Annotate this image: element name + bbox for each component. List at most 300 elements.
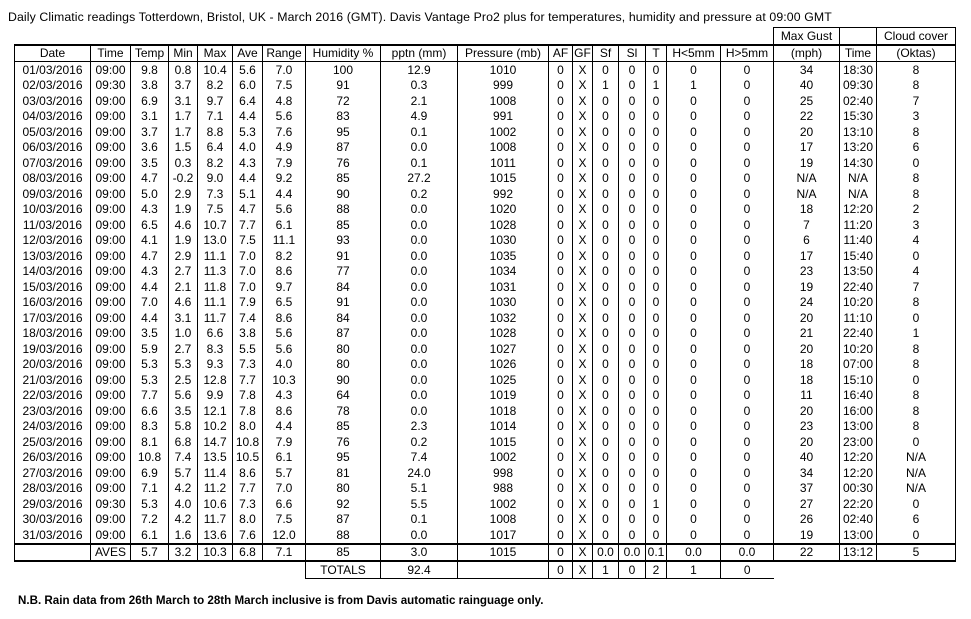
table-cell: 15:30 (840, 109, 877, 125)
table-cell: 8 (877, 186, 956, 202)
table-cell: 0 (549, 527, 573, 544)
table-cell: 0 (619, 496, 646, 512)
table-cell: N/A (877, 465, 956, 481)
table-cell: 1015 (458, 171, 549, 187)
totals-blank (458, 561, 549, 578)
table-cell: 09:30 (91, 496, 131, 512)
totals-gf: X (573, 561, 593, 578)
table-cell: 18 (774, 202, 840, 218)
table-cell: 95 (306, 124, 381, 140)
table-cell: 5.3 (131, 496, 169, 512)
table-cell: 0 (646, 140, 667, 156)
table-cell: 0 (646, 388, 667, 404)
table-cell: 2.5 (169, 372, 198, 388)
table-cell: X (573, 171, 593, 187)
table-cell: 7.1 (198, 109, 233, 125)
column-header: (Oktas) (877, 45, 956, 62)
table-cell: 11.4 (198, 465, 233, 481)
table-cell: 4.4 (131, 279, 169, 295)
table-cell: 0 (667, 155, 721, 171)
table-cell: 12.8 (198, 372, 233, 388)
table-cell: 3.1 (131, 109, 169, 125)
table-cell: 1.0 (169, 326, 198, 342)
table-cell: 1025 (458, 372, 549, 388)
table-cell: 13.5 (198, 450, 233, 466)
table-cell: 02/03/2016 (15, 78, 91, 94)
table-cell: 0 (721, 450, 774, 466)
totals-af: 0 (549, 561, 573, 578)
table-cell: 0 (646, 264, 667, 280)
table-cell: 2.3 (381, 419, 458, 435)
table-cell: 0 (667, 295, 721, 311)
average-cell: 0.0 (667, 544, 721, 562)
table-cell: 0 (593, 233, 619, 249)
table-cell: X (573, 310, 593, 326)
table-row (15, 512, 956, 528)
table-cell: 7.5 (263, 512, 306, 528)
table-cell: 21 (774, 326, 840, 342)
table-cell: 09:00 (91, 140, 131, 156)
table-cell: 18/03/2016 (15, 326, 91, 342)
table-cell: X (573, 434, 593, 450)
table-cell: 0 (619, 357, 646, 373)
table-cell: 0 (667, 62, 721, 78)
table-cell: 8 (877, 62, 956, 78)
table-cell: 0 (619, 279, 646, 295)
table-cell: 0 (646, 403, 667, 419)
table-cell: 09:30 (840, 78, 877, 94)
table-cell: 22 (774, 109, 840, 125)
table-cell: 00:30 (840, 481, 877, 497)
table-cell: 7.5 (263, 78, 306, 94)
table-cell: 8.2 (198, 155, 233, 171)
table-cell: 0 (721, 419, 774, 435)
table-cell: 0 (721, 372, 774, 388)
column-header: Max (198, 45, 233, 62)
averages-row (15, 544, 956, 562)
table-cell: 0.0 (381, 357, 458, 373)
table-cell: 1.6 (169, 527, 198, 544)
table-row (15, 171, 956, 187)
column-header: pptn (mm) (381, 45, 458, 62)
table-cell: 0 (549, 233, 573, 249)
table-cell: 29/03/2016 (15, 496, 91, 512)
table-cell: X (573, 419, 593, 435)
table-cell: 0 (549, 279, 573, 295)
average-cell: 7.1 (263, 544, 306, 562)
table-cell: 0 (646, 186, 667, 202)
table-cell: 80 (306, 341, 381, 357)
table-cell: 0 (667, 527, 721, 544)
table-cell: 09:00 (91, 465, 131, 481)
table-cell: 0 (549, 171, 573, 187)
table-cell: 7.0 (131, 295, 169, 311)
table-cell: 3.5 (131, 326, 169, 342)
table-cell: 0.0 (381, 140, 458, 156)
table-cell: 95 (306, 450, 381, 466)
table-cell: 0 (593, 372, 619, 388)
table-cell: 0 (619, 419, 646, 435)
table-cell: 3.1 (169, 93, 198, 109)
table-cell: 8 (877, 124, 956, 140)
table-cell: 1 (877, 326, 956, 342)
table-cell: 0 (646, 248, 667, 264)
table-cell: 0 (549, 357, 573, 373)
table-cell: 85 (306, 171, 381, 187)
table-row (15, 326, 956, 342)
table-cell: 9.8 (131, 62, 169, 78)
table-cell: X (573, 248, 593, 264)
table-cell: 4.4 (233, 109, 263, 125)
table-cell: 0.0 (381, 403, 458, 419)
table-cell: 07/03/2016 (15, 155, 91, 171)
table-cell: 0 (667, 202, 721, 218)
table-cell: X (573, 481, 593, 497)
table-row (15, 140, 956, 156)
table-cell: 0 (619, 388, 646, 404)
table-cell: 8.3 (198, 341, 233, 357)
table-cell: 0 (619, 465, 646, 481)
table-cell: 10:20 (840, 341, 877, 357)
totals-h-gt-5mm: 0 (721, 561, 774, 578)
table-row (15, 357, 956, 373)
table-cell: 0 (646, 93, 667, 109)
table-cell: 03/03/2016 (15, 93, 91, 109)
table-cell: X (573, 403, 593, 419)
table-cell: N/A (840, 171, 877, 187)
table-cell: 07:00 (840, 357, 877, 373)
table-cell: 1028 (458, 326, 549, 342)
column-header: Sl (619, 45, 646, 62)
average-cell: 3.0 (381, 544, 458, 562)
table-cell: 0 (721, 341, 774, 357)
table-cell: 0 (721, 248, 774, 264)
table-cell: 2 (877, 202, 956, 218)
table-cell: 0 (721, 403, 774, 419)
column-header: AF (549, 45, 573, 62)
table-cell: 09:00 (91, 341, 131, 357)
table-cell: 4.7 (131, 248, 169, 264)
table-cell: 1034 (458, 264, 549, 280)
table-cell: 7.4 (169, 450, 198, 466)
table-cell: 4 (877, 264, 956, 280)
table-cell: N/A (774, 171, 840, 187)
table-cell: 0 (721, 310, 774, 326)
table-cell: 0.0 (381, 264, 458, 280)
table-cell: 11.1 (198, 248, 233, 264)
table-cell: 20 (774, 403, 840, 419)
table-cell: 4.4 (263, 419, 306, 435)
table-cell: 0.1 (381, 512, 458, 528)
table-cell: 0 (619, 186, 646, 202)
table-cell: 8.0 (233, 419, 263, 435)
table-cell: 09:00 (91, 202, 131, 218)
table-cell: 0.0 (381, 310, 458, 326)
table-cell: 0 (619, 264, 646, 280)
table-row (15, 233, 956, 249)
table-cell: 09:00 (91, 233, 131, 249)
table-cell: 22:40 (840, 279, 877, 295)
table-cell: X (573, 93, 593, 109)
table-cell: 7 (774, 217, 840, 233)
table-cell: 26/03/2016 (15, 450, 91, 466)
column-header: H>5mm (721, 45, 774, 62)
table-row (15, 295, 956, 311)
table-cell: X (573, 233, 593, 249)
table-cell: 2.1 (381, 93, 458, 109)
table-cell: 5.6 (263, 202, 306, 218)
table-cell: 09:00 (91, 419, 131, 435)
table-cell: 0 (549, 78, 573, 94)
table-cell: 20 (774, 434, 840, 450)
table-cell: 5.6 (263, 326, 306, 342)
table-cell: 81 (306, 465, 381, 481)
table-cell: 02:40 (840, 93, 877, 109)
table-cell: 0 (721, 78, 774, 94)
table-cell: X (573, 140, 593, 156)
table-cell: 0 (619, 93, 646, 109)
table-cell: 8.0 (233, 512, 263, 528)
table-cell: 4 (877, 233, 956, 249)
table-cell: 18 (774, 357, 840, 373)
table-cell: 0.8 (169, 62, 198, 78)
table-cell: 23 (774, 264, 840, 280)
table-cell: 0 (593, 248, 619, 264)
table-cell: 0 (549, 62, 573, 78)
table-row (15, 388, 956, 404)
table-cell: 0 (549, 481, 573, 497)
table-cell: 5.7 (263, 465, 306, 481)
table-cell: 0 (549, 202, 573, 218)
table-cell: 10.8 (131, 450, 169, 466)
table-cell: 0 (721, 527, 774, 544)
table-cell: 0 (646, 124, 667, 140)
table-cell: 27.2 (381, 171, 458, 187)
table-cell: 0 (549, 341, 573, 357)
column-header: Humidity % (306, 45, 381, 62)
table-cell: 3 (877, 109, 956, 125)
table-cell: 22:20 (840, 496, 877, 512)
table-cell: 0 (667, 233, 721, 249)
table-cell: 16/03/2016 (15, 295, 91, 311)
table-cell: 4.1 (131, 233, 169, 249)
max-gust-header: Max Gust (774, 28, 840, 45)
table-cell: 1032 (458, 310, 549, 326)
table-cell: 988 (458, 481, 549, 497)
average-cell: 0.0 (721, 544, 774, 562)
column-header: Temp (131, 45, 169, 62)
table-cell: 19/03/2016 (15, 341, 91, 357)
table-cell: 1019 (458, 388, 549, 404)
table-cell: 09:00 (91, 217, 131, 233)
average-cell: 0.0 (619, 544, 646, 562)
table-cell: 0 (593, 434, 619, 450)
table-cell: 09/03/2016 (15, 186, 91, 202)
column-header: H<5mm (667, 45, 721, 62)
table-cell: 3.7 (131, 124, 169, 140)
table-cell: 4.9 (263, 140, 306, 156)
table-cell: 0 (619, 372, 646, 388)
table-cell: 0 (721, 140, 774, 156)
table-cell: 0 (667, 357, 721, 373)
table-cell: X (573, 465, 593, 481)
table-cell: 20 (774, 310, 840, 326)
table-cell: 0 (721, 481, 774, 497)
table-cell: 6 (774, 233, 840, 249)
table-cell: 13:10 (840, 124, 877, 140)
table-cell: 7.6 (233, 527, 263, 544)
table-cell: 8.6 (233, 465, 263, 481)
table-cell: 18:30 (840, 62, 877, 78)
table-cell: 11 (774, 388, 840, 404)
table-cell: 11.7 (198, 512, 233, 528)
table-cell: 0 (646, 155, 667, 171)
table-cell: 1.5 (169, 140, 198, 156)
table-cell: 0 (549, 465, 573, 481)
table-cell: N/A (774, 186, 840, 202)
table-cell: 17/03/2016 (15, 310, 91, 326)
column-header: Pressure (mb) (458, 45, 549, 62)
average-cell: 10.3 (198, 544, 233, 562)
table-cell: X (573, 217, 593, 233)
table-cell: 0 (549, 186, 573, 202)
table-cell: 0 (667, 140, 721, 156)
table-cell: 7.0 (263, 481, 306, 497)
table-cell: 7.3 (198, 186, 233, 202)
average-cell: 0.0 (593, 544, 619, 562)
table-cell: 0 (593, 186, 619, 202)
table-cell: 0.3 (169, 155, 198, 171)
table-cell: 5.6 (169, 388, 198, 404)
table-cell: 09:00 (91, 264, 131, 280)
table-cell: 0.2 (381, 186, 458, 202)
table-cell: 0 (619, 171, 646, 187)
table-cell: 0 (667, 434, 721, 450)
table-cell: 0 (667, 264, 721, 280)
table-cell: 0 (646, 233, 667, 249)
table-cell: 0 (549, 512, 573, 528)
table-cell: 6 (877, 512, 956, 528)
table-cell: 0 (646, 326, 667, 342)
table-cell: 0 (667, 341, 721, 357)
table-cell: 85 (306, 419, 381, 435)
table-cell: 0 (667, 496, 721, 512)
table-cell: 06/03/2016 (15, 140, 91, 156)
table-cell: X (573, 388, 593, 404)
average-cell: 0.1 (646, 544, 667, 562)
table-cell: 1030 (458, 295, 549, 311)
table-cell: 11.2 (198, 481, 233, 497)
table-cell: 11.3 (198, 264, 233, 280)
table-cell: 11.1 (198, 295, 233, 311)
table-cell: 7.6 (263, 124, 306, 140)
table-cell: 0 (593, 388, 619, 404)
table-cell: 1008 (458, 93, 549, 109)
table-row (15, 279, 956, 295)
column-header: Sf (593, 45, 619, 62)
table-cell: 5.6 (233, 62, 263, 78)
table-cell: 5.8 (169, 419, 198, 435)
table-cell: 1011 (458, 155, 549, 171)
table-cell: 09:00 (91, 155, 131, 171)
table-cell: 0 (721, 295, 774, 311)
table-cell: 93 (306, 233, 381, 249)
table-cell: 4.7 (131, 171, 169, 187)
table-cell: 0 (667, 465, 721, 481)
table-cell: 7 (877, 279, 956, 295)
table-cell: 0 (721, 124, 774, 140)
table-cell: 1031 (458, 279, 549, 295)
table-cell: 9.0 (198, 171, 233, 187)
table-cell: 0 (549, 155, 573, 171)
table-cell: 1002 (458, 450, 549, 466)
totals-t: 2 (646, 561, 667, 578)
table-cell: 0 (549, 372, 573, 388)
table-cell: 0 (549, 93, 573, 109)
table-cell: X (573, 155, 593, 171)
table-cell: 10.8 (233, 434, 263, 450)
average-cell: 22 (774, 544, 840, 562)
table-cell: 6.4 (198, 140, 233, 156)
table-cell: 13:00 (840, 419, 877, 435)
table-cell: 24.0 (381, 465, 458, 481)
table-cell: 78 (306, 403, 381, 419)
table-cell: 0.0 (381, 295, 458, 311)
table-cell: 8.1 (131, 434, 169, 450)
table-cell: 0 (667, 279, 721, 295)
table-cell: 7.4 (233, 310, 263, 326)
table-cell: X (573, 295, 593, 311)
table-cell: 5.3 (233, 124, 263, 140)
table-cell: X (573, 279, 593, 295)
table-cell: 0 (619, 140, 646, 156)
table-cell: 12:20 (840, 450, 877, 466)
table-cell: 09:00 (91, 62, 131, 78)
table-cell: 27/03/2016 (15, 465, 91, 481)
table-cell: X (573, 186, 593, 202)
table-cell: 20 (774, 341, 840, 357)
table-cell: 0 (721, 171, 774, 187)
table-cell: 0 (619, 202, 646, 218)
table-cell: 0 (593, 109, 619, 125)
table-cell: 6.8 (169, 434, 198, 450)
table-cell: 7.3 (233, 357, 263, 373)
table-cell: 8.6 (263, 264, 306, 280)
table-cell: 1020 (458, 202, 549, 218)
table-cell: 16:40 (840, 388, 877, 404)
table-cell: 0 (593, 264, 619, 280)
table-cell: 4.9 (381, 109, 458, 125)
table-cell: 6.1 (263, 450, 306, 466)
table-cell: 1035 (458, 248, 549, 264)
table-cell: 8.8 (198, 124, 233, 140)
table-cell: 0.3 (381, 78, 458, 94)
table-cell: X (573, 78, 593, 94)
table-cell: 0 (667, 171, 721, 187)
table-cell: 84 (306, 279, 381, 295)
table-cell: 7.7 (233, 217, 263, 233)
table-cell: 0 (593, 279, 619, 295)
table-cell: 09:00 (91, 450, 131, 466)
table-cell: 4.4 (131, 310, 169, 326)
table-cell: 0 (593, 481, 619, 497)
table-cell: 5.5 (233, 341, 263, 357)
table-cell: 09:00 (91, 527, 131, 544)
table-cell: 0 (619, 295, 646, 311)
table-cell: 30/03/2016 (15, 512, 91, 528)
table-cell: 11:40 (840, 233, 877, 249)
table-cell: 14.7 (198, 434, 233, 450)
